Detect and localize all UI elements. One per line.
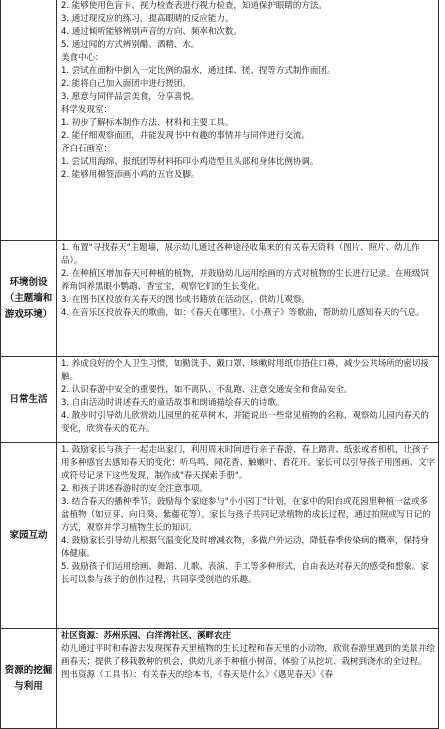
table-row <box>1 0 439 241</box>
row-label-home-school: 家园互动 <box>1 443 57 629</box>
table-row <box>1 443 439 629</box>
environment-content <box>57 241 439 357</box>
list-item: 2. 和孩子讲述春游时的安全注意事项。 <box>61 484 208 494</box>
list-item: 2. 能够用棉签添画小鸡的五官及脚。 <box>61 170 200 180</box>
table-row <box>1 241 439 357</box>
row-label-environment: 环境创设（主题墙和游戏环境） <box>1 241 57 357</box>
section-heading: 美食中心： <box>61 53 104 63</box>
list-item: 1. 初步了解标本制作方法、材料和主要工具。 <box>61 118 234 128</box>
table-row <box>1 357 439 443</box>
list-item: 3. 在图书区投放有关春天的图书或书籍放在活动区，供幼儿观察。 <box>61 295 310 305</box>
community-resources-heading: 社区资源：苏州乐园、白洋湾社区、溪畔农庄 <box>61 631 232 641</box>
list-item: 3. 愿意与同伴品尝美食，分享喜悦。 <box>61 92 200 102</box>
list-item: 5. 通过闻的方式辨别醋、酒精、水。 <box>61 40 200 50</box>
list-item: 5. 鼓励孩子们运用绘画、舞蹈、儿歌、表演、手工等多种形式，自由表达对春天的感受和想象。家长可以参与孩子的创作过程，共同享受创造的乐趣。 <box>61 562 429 585</box>
list-item: 4. 鼓励家长引导幼儿根据气温变化及时增减衣物，多做户外运动，降低春季传染病的概率，保持身体健康。 <box>61 536 429 559</box>
book-resources-line: 图书资源（工具书）：有关春天的绘本书，《春天是什么》《遇见春天》《春 <box>61 670 334 680</box>
list-item: 3. 自由活动时讲述春天的童话故事和朗诵描绘春天的诗歌。 <box>61 398 285 408</box>
activity-areas-content <box>57 0 439 241</box>
list-item: 2. 认识春游中安全的重要性，如不离队、不乱跑、注意交通安全和食品安全。 <box>61 385 353 395</box>
list-item: 1. 尝试用海绵、报纸团等材料拓印小鸡造型且头部和身体比例协调。 <box>61 157 319 167</box>
daily-life-content <box>57 357 439 443</box>
list-item: 1. 养成良好的个人卫生习惯，如勤洗手、戴口罩、咳嗽时用纸巾捂住口鼻，减少公共场所的密切接触。 <box>61 359 429 382</box>
list-item: 3. 结合春天的播种季节，鼓励每个家庭参与"小小园丁"计划，在家中的阳台或花园里种植一盆或多盆植物（如豆芽、向日葵、紫藤花等）。家长与孩子共同记录植物的成长过程，通过拍照或写日记的方式，观察并学习植物生长的知识。 <box>61 497 431 533</box>
row-label-daily-life: 日常生活 <box>1 357 57 443</box>
list-item: 2. 能够使用色盲卡、视力检查表进行视力检查，知道保护眼睛的方法。 <box>61 1 327 11</box>
list-item: 4. 在音乐区投放春天的歌曲，如：《春天在哪里》、《小燕子》等歌曲，帮助幼儿感知春天的气息。 <box>61 308 425 318</box>
list-item: 2. 能将自己加入面团中进行搓团。 <box>61 79 191 89</box>
row-label-empty <box>1 0 57 241</box>
list-item: 4. 通过倾听能够辨别声音的方向、频率和次数。 <box>61 27 242 37</box>
section-heading: 科学发现室： <box>61 105 113 115</box>
list-item: 1. 鼓励家长与孩子一起走出家门，利用周末时间进行亲子春游、春上踏青、纸张或者相机，让孩子用多种感官去感知春天的变化：听鸟鸣、闻花香、触嫩叶、看花开。家长可以引导孩子用图画、文字或符号记录下这些发现，制作成"春天探索手册"。 <box>61 445 436 481</box>
home-school-content <box>57 443 439 629</box>
list-item: 3. 通过现反应的练习，提高眼睛的反应能力。 <box>61 14 234 24</box>
section-heading: 齐白石画室： <box>61 144 113 154</box>
list-item: 1. 尝试在面粉中倒入一定比例的温水，通过揉、搓、捏等方式制作面团。 <box>61 66 336 76</box>
list-item: 幼儿通过平时和春游去发现探春天里植物的生长过程和春天里的小动物，欣赏春游里遇到的美景并绘画春天；提供了移栽教种的机会，供幼儿亲手种植小树苗，体验了从挖坑、栽树到浇水的全过程。 <box>61 644 436 667</box>
list-item: 4. 散步时引导幼儿欣赏幼儿园里的花草树木，并能说出一些常见植物的名称，观察幼儿园内春天的变化，欣赏春天的花卉。 <box>61 411 429 434</box>
list-item: 2. 能仔细观察面团，并能发现书中有趣的事情并与同伴进行交流。 <box>61 131 310 141</box>
list-item: 1. 布置"寻找春天"主题墙，展示幼儿通过各种途径收集来的有关春天资料（图片、照片、幼儿作品）。 <box>61 243 420 266</box>
row-label-resources: 资源的挖掘与利用 <box>1 629 57 729</box>
resources-content <box>57 629 439 729</box>
table-row <box>1 629 439 729</box>
list-item: 2. 在种植区增加春天可种植的植物，并鼓励幼儿运用绘画的方式对植物的生长进行记录。在班级饲养角饲养黑眼小鹦鹉、香宝宝，观察它们的生长变化。 <box>61 269 429 292</box>
